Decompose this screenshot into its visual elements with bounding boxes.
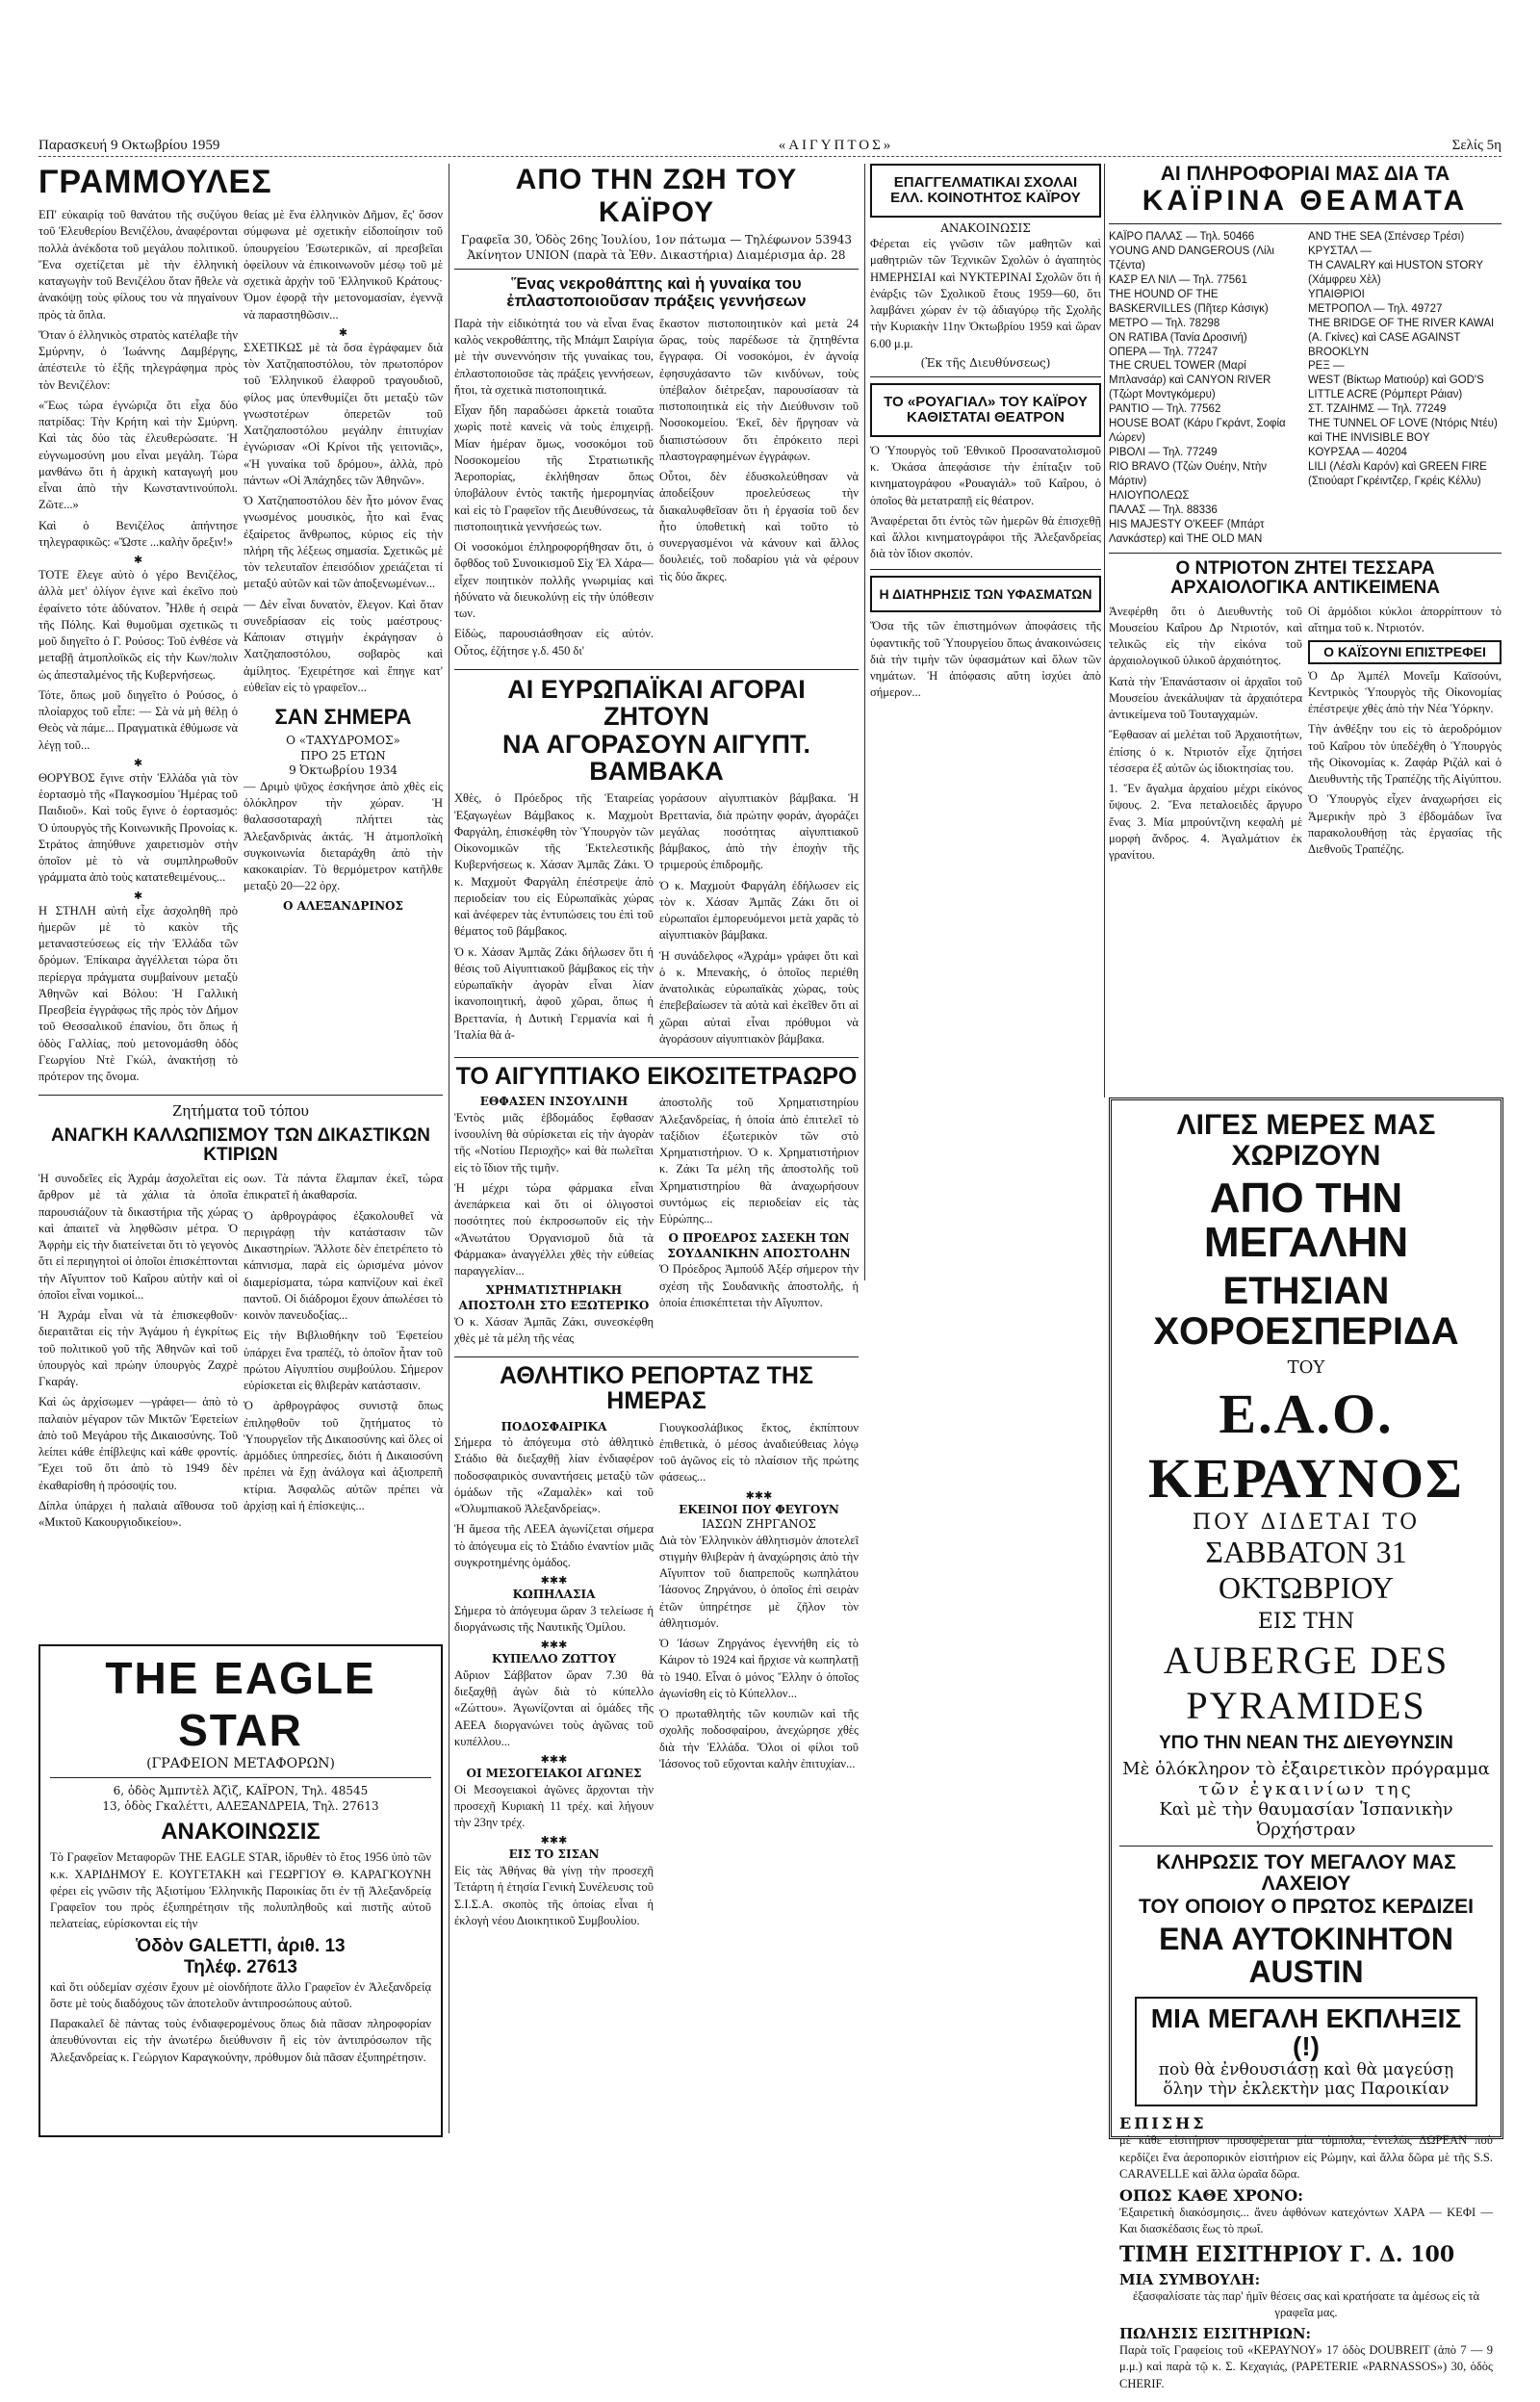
ad-paragraph: ἐξασφαλίσατε τὰς παρ' ἡμῖν θέσεις σας καὶ κρατήσατε τα ἀμέσως εἰς τὰ γραφεῖα μας.: [1132, 2288, 1480, 2319]
star-divider: ✱✱✱: [540, 1834, 568, 1847]
ad-paragraph: Ἐξαιρετικὴ διακόσμησις... ἄνευ ἀφθόνων κατεχόντων ΧΑΡΑ — ΚΕΦΙ — Και διασκέδασις ἕως τὸ πρωΐ.: [1119, 2206, 1493, 2236]
ad-paragraph: Παρακαλεῖ δὲ πάντας τοὺς ἐνδιαφερομένους ὅπως διὰ πᾶσαν πληροφορίαν ἀπευθύνονται εἰς τὴν ἀνωτέρω διεύθυνσιν ἢ εἰς τὸν ἀντιπρόσωπον τῆς Ἀλεξανδρείας κ. Γεώργιον Καραγκούνην, πρόθυμον διὰ πᾶσαν ἐξυπηρέτησιν.: [50, 2017, 431, 2064]
subheading: ΙΑΣΩΝ ΖΗΡΓΑΝΟΣ: [702, 1517, 816, 1532]
ad-line: ὅλην τὴν ἐκλεκτὴν μας Παροικίαν: [1163, 2079, 1450, 2100]
article-paragraph: Ὅσα τῆς τῶν ἐπιστημόνων ἀποφάσεις τῆς ὑφαντικῆς τοῦ Ὑπουργείου ὅπως ἀνακοινώσεις διὰ τὴν τιμὴν τῶν ὑφασμάτων καὶ ὅλων τῶν νημάτων. Ἡ ἀπόφασις αὕτη ἰσχύει ἀπὸ σήμερον...: [870, 619, 1101, 700]
article-paragraph: Χθὲς, ὁ Πρόεδρος τῆς Ἑταιρείας Ἐξαγωγέων Βάμβακος κ. Μαχμοὺτ Φαργάλη, ἐπισκέφθη τὸν Ὑπουργὸν τῶν Οἰκονομικῶν τῆς Ἐκτελεστικῆς Κυβερνήσεως κ. Χάσαν Ἀμπᾶς Ζάκι. Ὁ κ. Μαχμοὺτ Φαργάλη ἐπέστρεψε ἀπὸ περιοδείαν του εἰς Εὐρωπαϊκὰς χώρας καὶ ἀνέφερεν τὰς ἐντυπώσεις του ἐπὶ τοῦ θέματος τοῦ βάμβακος.: [454, 791, 654, 939]
article-paragraph: Ἡ ἄμεσα τῆς ΛΕΕΑ ἀγωνίζεται σήμερα τὸ ἀπόγευμα εἰς τὸ Στάδιο ἐναντίον μιᾶς συγκροτημένης ὁμάδος.: [454, 1522, 654, 1569]
ad-line: Μὲ ὁλόκληρον τὸ ἐξαιρετικὸν πρόγραμμα: [1122, 1759, 1490, 1780]
cinema-listing: WEST (Βίκτωρ Ματιούρ) καὶ GOD'S LITTLE ACRE (Ρόμπερτ Ράιαν): [1308, 375, 1484, 401]
signature: Ο ΑΛΕΞΑΝΔΡΙΝΟΣ: [283, 898, 403, 913]
cinema-listing: ΠΑΛΑΣ — Τηλ. 88336: [1109, 504, 1218, 516]
article-paragraph: Τὴν ἀνθέξην του εἰς τὸ ἀεροδρόμιον τοῦ Καΐρου τὸν ὑπεδέχθη ὁ Ὑπουργὸς τῆς Οἰκονομίας κ. Ζαφάρ Ριζάλ καὶ ὁ Διευθυντὴς τῆς Τραπέζης τῆς Αἰγύπτου.: [1308, 722, 1502, 787]
page-number: Σελίς 5η: [1451, 137, 1502, 153]
surprise-box: [1135, 1997, 1477, 2107]
ad-line: ΜΙΑ ΜΕΓΑΛΗ ΕΚΠΛΗΞΙΣ (!): [1150, 2002, 1462, 2062]
article-paragraph: Εἰς τὰς Ἀθήνας θὰ γίνῃ τὴν προσεχῆ Τετάρτη ἡ ἐτησία Γενικὴ Συνέλευσις τοῦ Σ.Ι.Σ.Α. σκοπὸς τῆς ὁποίας εἶναι ἡ ἐκλογὴ νέου Διοικητικοῦ Συμβουλίου.: [454, 1864, 654, 1927]
ad-line: ΛΙΓΕΣ ΜΕΡΕΣ ΜΑΣ ΧΩΡΙΖΟΥΝ: [1176, 1109, 1436, 1172]
column-rule: [1104, 164, 1105, 1098]
article-paragraph: ΣΧΕΤΙΚΩΣ μὲ τὰ ὅσα ἐγράφαμεν διὰ τὸν Χατζηαποστόλου, τὸν πρωτοπόρον τοῦ Ἑλληνικοῦ ἐλαφροῦ τραγουδιοῦ, φίλος μας ὑπενθυμίζει ὅτι μεταξὺ τῶν γνωστοτέρων ὀπερετῶν τοῦ Χατζηαποστόλου μεγάλην ἐπιτυχίαν ἐγνώρισαν «Οἱ Κρίνοι τῆς γειτονιᾶς», «Ἡ γυναίκα τοῦ δρόμου», ἀλλὰ, πρὸ πάντων «Οἱ Ἀπάχηδες τῶν Ἀθηνῶν».: [244, 340, 443, 487]
ad-line: ΕΤΗΣΙΑΝ ΧΟΡΟΕΣΠΕΡΙΔΑ: [1153, 1270, 1459, 1354]
article-paragraph: Αὔριον Σάββατον ὥραν 7.30 θὰ διεξαχθῇ ἀγὼν διὰ τὸ κύπελλο «Ζώττου». Ἀγωνίζονται αἱ ὁμάδες τῆς ΑΕΕΑ διοργανώνει τοὺς ἀγῶνας τοῦ κυπέλλου...: [454, 1667, 654, 1748]
ad-paragraph: Παρὰ τοῖς Γραφείοις τοῦ «ΚΕΡΑΥΝΟΥ» 17 ὁδὸς DOUBREIT (ἀπὸ 7 — 9 μ.μ.) καὶ παρὰ τῷ κ. Σ. Κεχαγιάς, (PAPETERIE «PARNASSOS») 30, ὁδὸς CHERIF.: [1119, 2343, 1493, 2390]
subheading: ΚΥΠΕΛΛΟ ΖΩΤΤΟΥ: [491, 1652, 617, 1666]
article-paragraph: Ὁ κ. Χάσαν Ἀμπᾶς Ζάκι δήλωσεν ὅτι ἡ θέσις τοῦ Αἰγυπτιακοῦ βάμβακος εἰς τὴν εὐρωπαϊκὴν ἀγορὰν εἶναι λίαν ἱκανοποιητική, ἀφοῦ χῶραι, ὅπως ἡ Βρεττανία, ἡ Δυτικὴ Γερμανία καὶ ἡ Ἰταλία θὰ ἀ-: [454, 944, 654, 1042]
cinema-listing: THE HOUND OF THE BASKERVILLES (Πῆτερ Κάσιγκ): [1109, 288, 1269, 315]
article-paragraph: Ὁ ἀρθρογράφος ἐξακολουθεῖ νὰ περιγράφῃ τὴν κατάστασιν τῶν Δικαστηρίων. Ἄλλοτε δὲν ἐπετρέπετο τὸ κάπνισμα, παρὰ εἰς ὡρισμένα μόνον διαμερίσματα, τώρα καπνίζουν καὶ ἐκεῖ παντοῦ. Οἱ διάδρομοι ἔχουν ἀπωλέσει τὸ κοινὸν πανευδοξίας...: [244, 1208, 443, 1323]
article-paragraph: Διὰ τὸν Ἑλληνικὸν ἀθλητισμὸν ἀποτελεῖ στιγμὴν θλιβερὰν ἡ ἀναχώρησις ἀπὸ τὴν Αἴγυπτον τοῦ διαπρεποῦς κωπηλάτου Ἰάσονος Ζηργάνου, ὁ ὁποῖος ἐπὶ σειρὰν ἐτῶν ὑπηρέτησε μὲ ζῆλον τὸν ἀθλητισμόν.: [659, 1533, 859, 1630]
section-title: ΑΠΟ ΤΗΝ ΖΩΗ ΤΟΥ ΚΑΪΡΟΥ: [515, 164, 798, 228]
divider: [1119, 1846, 1493, 1847]
article-paragraph: Ἔφθασαν αἱ μελέται τοῦ Ἀρχαιοτήτων, ἐπίσης ὁ κ. Ντριοτόν εἶχε ζητήσει τέσσερα ἐξ αὐτῶν ὡς ἰδιοκτησίας του.: [1109, 728, 1302, 775]
issue-date: Παρασκευή 9 Οκτωβρίου 1959: [38, 137, 220, 153]
article-paragraph: Εἰδὼς, παρουσιάσθησαν εἰς αὐτόν. Οὗτος, ἐζήτησε γ.δ. 450 δι': [454, 627, 654, 658]
article-paragraph: Φέρεται εἰς γνῶσιν τῶν μαθητῶν καὶ μαθητριῶν τῶν Τεχνικῶν Σχολῶν ὁ ἀγαπητὸς ΗΜΕΡΗΣΙΑΙ καὶ ΝΥΚΤΕΡΙΝΑΙ Σχολῶν ὅτι ἡ ἐνάρξις τῶν Σχολικοῦ ἔτους 1959—60, ὅτι λαμβάνει χώραν ἐν τῷ ἀδιαγύρῳ τῆς Σχολῆς τὴν Κυριακὴν 11ην Ὀκτωβρίου 1959 καὶ ὥραν 6.00 μ.μ.: [870, 237, 1101, 350]
masthead: [38, 135, 1502, 157]
article-paragraph: Ὁ Ὑπουργὸς τοῦ Ἐθνικοῦ Προσανατολισμοῦ κ. Ὀκάσα ἀπεφάσισε τὴν ἐπίταξιν τοῦ κινηματογράφου «Ρουαγιάλ» τοῦ Καΐρου, ὁ ὁποῖος θὰ μετατραπῇ εἰς θέατρον.: [870, 443, 1101, 507]
ad-announcement-heading: ΑΝΑΚΟΙΝΩΣΙΣ: [161, 1819, 321, 1846]
divider: [870, 569, 1101, 570]
headline-line: ΝΑ ΑΓΟΡΑΣΟΥΝ ΑΙΓΥΠΤ. ΒΑΜΒΑΚΑ: [502, 729, 810, 786]
article-headline: ΤΟ ΑΙΓΥΠΤΙΑΚΟ ΕΙΚΟΣΙΤΕΤΡΑΩΡΟ: [455, 1063, 858, 1090]
article-paragraph: Γιουγκοσλάβικος ἕκτος, ἐκπίπτουν ἐπιθετικὰ, ὁ μέσος ἀναδιεύθειας λόγῳ τοῦ ἀγῶνος εἰς τὸ πλαίσιον τῆς πρώτης φάσεως...: [659, 1420, 859, 1485]
office-address: Γραφεῖα 30, Ὁδὸς 26ης Ἰουλίου, 1ον πάτωμα — Τηλέφωνον 53943: [460, 233, 853, 246]
article-paragraph: Εἶχαν ἤδη παραδώσει ἀρκετὰ τοιαῦτα χωρὶς ποτὲ κανεὶς νὰ τοὺς ἐπιχειρῇ. Μίαν ἡμέραν ὅμως, νοσοκόμοι τοῦ Νοσοκομείου τῆς Στρατιωτικῆς Ἀεροπορίας, ἐκλήθησαν ὅπως ὑποβάλουν ἐντὸς τακτῆς ἡμερομηνίας καὶ εἰς τὸ Γραφεῖον τῆς Διευθύνσεως, τὰ πιστοποιητικὰ γεννήσεώς των.: [454, 403, 654, 533]
cinema-listing: ΥΠΑΙΘΡΙΟΙ: [1308, 288, 1365, 300]
ad-brand: THE EAGLE STAR: [105, 1653, 376, 1755]
san-simera-heading: ΣΑΝ ΣΗΜΕΡΑ: [274, 705, 412, 729]
ad-paragraph: μὲ κάθε εἰσιτήριον προσφέρεται μία τόμπολα, ἐντελῶς ΔΩΡΕΑΝ ποὺ κερδίζει ἕνα ἀεροπορικὸν εἰσιτήριον εἰς Ρώμην, καὶ ἄλλα δῶρα μὲ τῆς S.S. CARAVELLE καὶ ἄλλα ὡραῖα δῶρα.: [1119, 2133, 1493, 2181]
cinema-listing: LILI (Λέσλι Καρόν) καὶ GREEN FIRE (Στιούαρτ Γκρέιντζερ, Γκρέις Κέλλυ): [1308, 461, 1487, 487]
ad-line: ΜΙΑ ΣΥΜΒΟΥΛΗ:: [1119, 2270, 1261, 2288]
listings-title-large: ΚΑΪΡΙΝΑ ΘΕΑΜΑΤΑ: [1142, 185, 1469, 218]
article-headline: Ο ΚΑΪΣΟΥΝΙ ΕΠΙΣΤΡΕΦΕΙ: [1323, 644, 1486, 660]
article-paragraph: Ὁ Ἰάσων Ζηργάνος ἐγεννήθη εἰς τὸ Κάιρον τὸ 1924 καὶ ἤρχισε νὰ κωπηλατῇ τὸ 1940. Εἶναι ὁ μόνος Ἕλλην ὁ ὁποῖος ἀγωνίσθη εἰς τὸ Κύπελλον...: [659, 1637, 859, 1700]
divider: [454, 1356, 859, 1357]
ticket-price: ΤΙΜΗ ΕΙΣΙΤΗΡΙΟΥ Γ. Δ. 100: [1119, 2241, 1455, 2267]
article-paragraph: Ἀνεφέρθη ὅτι ὁ Διευθυντὴς τοῦ Μουσείου Καΐρου Δρ Ντριοτόν, καὶ τελικῶς εἰς τὴν εἰκόνα τοῦ ἀρχαιολογικοῦ ὑλικοῦ ἀρχαιότητος.: [1109, 604, 1302, 668]
subheading: ΧΡΗΜΑΤΙΣΤΗΡΙΑΚΗ ΑΠΟΣΤΟΛΗ ΣΤΟ ΕΞΩΤΕΡΙΚΟ: [458, 1283, 650, 1312]
divider: [50, 1777, 431, 1778]
article-paragraph: Ὁ Πρόεδρος Ἀμπούδ Ἀξέρ σήμερον τὴν σχέση τῆς Σουδανικῆς ἀποστολῆς, ἡ ὁποία ἐπισκέπτεται τὴν Αἴγυπτον.: [659, 1262, 859, 1309]
club-name: Ε.Α.Ο. ΚΕΡΑΥΝΟΣ: [1148, 1382, 1464, 1511]
ad-line: Καὶ μὲ τὴν θαυμασίαν Ἱσπανικὴν Ὀρχήστραν: [1159, 1799, 1453, 1841]
cinema-listing: TH CAVALRY καὶ HUSTON STORY (Χάμφρευ Χὲλ): [1308, 259, 1483, 286]
cinema-listing: THE TUNNEL OF LOVE (Ντόρις Ντέυ) καὶ THE INVISIBLE BOY: [1308, 418, 1498, 445]
divider: [1109, 553, 1502, 554]
ad-subtitle: (ΓΡΑΦΕΙΟΝ ΜΕΤΑΦΟΡΩΝ): [146, 1756, 335, 1771]
article-paragraph: οων. Τὰ πάντα ἔλαμπαν ἐκεῖ, τώρα ἐπικρατεῖ ἡ ἀκαθαρσία.: [244, 1172, 443, 1202]
keravnos-dance-advertisement: [1109, 1098, 1503, 2390]
star-divider: ✱: [133, 554, 143, 566]
article-headline: Ἕνας νεκροθάπτης καὶ ἡ γυναίκα του ἐπλαστοποιοῦσαν πράξεις γεννήσεων: [506, 274, 807, 311]
article-paragraph: Ὁ Ὑπουργὸς εἶχεν ἀναχωρήσει εἰς Ἀμερικὴν πρὸ 3 ἐβδομάδων ἵνα παρακολουθήσῃ τὰς ἐργασίας τῆς Διεθνοῦς Τραπέζης.: [1308, 792, 1502, 857]
newspaper-page: [38, 135, 1502, 2390]
prize-line: ΕΝΑ ΑΥΤΟΚΙΝΗΤΟΝ AUSTIN: [1159, 1922, 1453, 1990]
article-paragraph: — Δριμὺ ψῦχος ἐσκήνησε ἀπὸ χθὲς εἰς ὁλόκληρον τὴν χώραν. Ἡ θαλασσοταραχὴ πλήττει τὰς Ἀλεξανδρινὰς ἀκτάς. Ἡ ἀτμοπλοϊκὴ συγκοινωνία διεταράχθη ἀπὸ τὴν κακοκαιρίαν. Τὸ θερμόμετρον κατῆλθε μεταξὺ 20—22 ὀρχ.: [244, 779, 443, 893]
star-divider: ✱: [133, 756, 143, 769]
cinema-listing: HOUSE BOAT (Κάρυ Γκράντ, Σοφία Λώρεν): [1109, 418, 1286, 445]
cinema-listing: ΟΠΕΡΑ — Τηλ. 77247: [1109, 346, 1219, 358]
ad-address: 6, ὁδὸς Ἀμπντὲλ Ἀζὶζ, ΚΑΪΡΟΝ, Τηλ. 48545: [113, 1784, 369, 1797]
article-paragraph: Καὶ ὁ Βενιζέλος ἀπήντησε τηλεγραφικῶς: «Ὥστε ...καλὴν ὄρεξιν!»: [38, 518, 238, 549]
san-simera-source: Ο «ΤΑΧΥΔΡΟΜΟΣ»: [286, 734, 400, 748]
ad-line: τῶν ἐγκαινίων της: [1198, 1779, 1414, 1800]
ad-line: ΤΟΥ ΟΠΟΙΟΥ Ο ΠΡΩΤΟΣ ΚΕΡΔΙΖΕΙ: [1139, 1896, 1474, 1919]
cinema-listing: RIO BRAVO (Τζὼν Ουέην, Ντὴν Μάρτιν): [1109, 461, 1267, 487]
article-paragraph: ἀποστολῆς τοῦ Χρηματιστηρίου Ἀλεξανδρείας, ἡ ὁποία ἀπὸ ἐπιτελεῖ τὸ ταξίδιον ἐξωτερικὸν τῶν στὸ Χρηματιστήριον. Ὁ κ. Χρηματιστήριον κ. Ζάκι Τα μέλη τῆς ἀποστολῆς τοῦ Χρηματιστηρίου θὰ ἀναχωρήσουν συντόμως εἰς περιοδείαν εἰς τὰς Εὐρώπης...: [659, 1096, 859, 1226]
ad-line: ποὺ θὰ ἐνθουσιάσῃ καὶ θὰ μαγεύσῃ: [1158, 2060, 1454, 2080]
article-paragraph: Ὁ πρωταθλητὴς τῶν κουπιῶν καὶ τῆς σχολῆς ποδοσφαίρου, ἀνεχώρησε χθὲς διὰ τὴν Ἑλλάδα. Ὅλοι οἱ φίλοι τοῦ Ἰάσονος τοῦ εὔχονται καλὴν ἐπιτυχίαν...: [659, 1707, 859, 1770]
star-divider: ✱✱✱: [540, 1639, 568, 1652]
article-paragraph: Οἱ νοσοκόμοι ἐπληροφορήθησαν ὅτι, ὁ ὄφθδος τοῦ Συνοικισμοῦ Σὶχ Ἐλ Χάρα— εἶχεν ποιητικὸν πολλῆς γνωριμίας καὶ ἠδύνατο νὰ διευκολύνῃ εἰς τὴν ὑπόθεσιν των.: [454, 540, 654, 621]
ad-telephone: Τηλέφ. 27613: [184, 1956, 297, 1977]
cinema-listing: ΚΑΪΡΟ ΠΑΛΑΣ — Τηλ. 50466: [1109, 231, 1255, 244]
article-paragraph: Σήμερα τὸ ἀπόγευμα ὥραν 3 τελείωσε ἡ διοργάνωσις τῆς Ναυτικῆς Ὁμίλου.: [454, 1603, 654, 1634]
article-paragraph: Η ΣΤΗΛΗ αὐτὴ εἶχε ἀσχοληθῆ πρὸ ἡμερῶν μὲ τὸ κακὸν τῆς μεταναστεύσεως εἰς τὴν Ἑλλάδα τῶν δρόμων. Ἐπίκαιρα ἀγγέλλεται τώρα ὅτι περίεργα πράγματα συμβαίνουν μεταξὺ Ἀθηνῶν καὶ Βόλου: Ἡ Γαλλικὴ Πρεσβεία ἐγγράφως τῆς πρὸς τὸν Δήμον τοῦ Θεσσαλικοῦ ἐπανίου, ὅτι ὅπως ἡ ὁδὸς Γαλλίας, ποὺ μετονομάσθη ὁδὸς Γεωργίου Ντὲ Γκώλ, ἀνακτήσῃ τὸ πρότερον της ὄνομα.: [38, 903, 238, 1083]
grammoules-section: [38, 164, 443, 1637]
article-paragraph: «Ἕως τώρα ἐγνώριζα ὅτι εἶχα δύο πατρίδας: Τὴν Κρήτη καὶ τὴν Σμύρνη. Καὶ τὰς δύο τὰς ἐλευθερώσατε. Ἡ εὐγνωμοσύνη μου εἶναι μεγάλη. Τώρα μανθάνω ὅτι ἡ ἀρχικὴ καταγωγή μου εἶναι ἀπὸ τὴν Κωνσταντινούπολι. Ζῶτε...»: [38, 398, 238, 512]
cinema-listing: ΚΑΣΡ ΕΛ ΝΙΛ — Τηλ. 77561: [1109, 273, 1247, 286]
cinema-listing: THE BRIDGE OF THE RIVER KAWAI (Α. Γκίνες) καὶ CASE AGAINST BROOKLYN: [1308, 317, 1495, 358]
article-paragraph: ΘΟΡΥΒΟΣ ἔγινε στὴν Ἑλλάδα γιὰ τὸν ἑορτασμὸ τῆς «Παγκοσμίου Ἡμέρας τοῦ Παιδιοῦ». Καὶ τοῦς ἔγινε ὁ ἑορτασμός: Ὁ ὑπουργὸς τῆς Κοινωνικῆς Προνοίας κ. Στράτος ἀπηύθυνε χαιρετισμὸν στὴν ὁποῖον μὲ τὸ νὰ συμπληρωθοῦν γράμματα ἀπὸ τοὺς κατατεθειμένους...: [38, 770, 238, 885]
article-paragraph: Οἱ ἁρμόδιοι κύκλοι ἀπορρίπτουν τὸ αἴτημα τοῦ κ. Ντριοτόν.: [1308, 604, 1502, 634]
star-divider: ✱✱✱: [745, 1488, 773, 1502]
ad-line: ΑΠΟ ΤΗΝ ΜΕΓΑΛΗΝ: [1203, 1175, 1409, 1267]
subheading: ΚΩΠΗΛΑΣΙΑ: [512, 1588, 596, 1602]
cinema-listings-section: [1109, 164, 1502, 1088]
ad-line: ΚΛΗΡΩΣΙΣ ΤΟΥ ΜΕΓΑΛΟΥ ΜΑΣ ΛΑΧΕΙΟΥ: [1156, 1851, 1456, 1896]
cinema-listing: ΣΤ. ΤΖΑΙΗΜΣ — Τηλ. 77249: [1308, 403, 1447, 416]
ad-line: ΠΟΥ ΔΙΔΕΤΑΙ ΤΟ: [1192, 1511, 1421, 1536]
subheading: ΕΘΦΑΣΕΝ ΙΝΣΟΥΛΙΝΗ: [479, 1095, 629, 1109]
cinema-listing: YOUNG AND DANGEROUS (Λίλι Τζέντα): [1109, 245, 1274, 271]
article-paragraph: Ἀναφέρεται ὅτι ἐντὸς τῶν ἡμερῶν θὰ ἐπισχεθῇ καὶ ἄλλοι κινηματογράφοι τῆς Ἀλεξανδρείας διὰ τὸν ἴδιον σκοπόν.: [870, 513, 1101, 561]
subheading: ΑΝΑΚΟΙΝΩΣΙΣ: [940, 220, 1031, 235]
ad-address: 13, ὁδὸς Γκαλέττι, ΑΛΕΞΑΝΔΡΕΙΑ, Τηλ. 27613: [102, 1798, 379, 1813]
headline-line: ΑΙ ΕΥΡΩΠΑΪΚΑΙ ΑΓΟΡΑΙ ΖΗΤΟΥΝ: [507, 674, 806, 732]
cinema-listing: HIS MAJESTY O'KEEF (Μπάρτ Λανκάστερ) καὶ THE OLD MAN: [1109, 518, 1265, 545]
section-label: Ζητήματα τοῦ τόπου: [172, 1101, 309, 1121]
cinema-listings: [1109, 230, 1502, 547]
ad-line: ΠΩΛΗΣΙΣ ΕΙΣΙΤΗΡΙΩΝ:: [1119, 2325, 1312, 2343]
cinema-listing: ΡΑΝΤΙΟ — Τηλ. 77562: [1109, 403, 1221, 416]
cinema-listing: ΚΡΥΣΤΑΛ —: [1308, 245, 1372, 257]
article-paragraph: 1. Ἕν ἄγαλμα ἀρχαίου μέχρι εἰκόνος ὕψους. 2. Ἕνα πεταλοειδὲς ἄργυρο ἔνας 3. Μία μπρούντζινη κεφαλὴ μὲ μορφὴ ἄνδρος. 4. Ἀγαλμάτιον ἐκ γρανίτου.: [1109, 782, 1302, 863]
divider: [870, 376, 1101, 377]
column-rule: [864, 164, 865, 1280]
article-paragraph: Ὁ ἀρθρογράφος συνιστᾷ ὅπως ἐπιληφθοῦν τοῦ ζητήματος τὸ Ὑπουργεῖον τῆς Δικαιοσύνης καὶ ὅλες οἱ ἁρμόδιες ὑπηρεσίες, διότι ἡ Δικαιοσύνη πρέπει νὰ ἔχῃ ἀνάλογα καὶ ἀξιοπρεπῆ κτίρια. Ἀσφαλῶς αὐτῶν πρέπει νὰ ἀρχίσῃ καὶ ἡ ἐπίσκεψις...: [244, 1399, 443, 1512]
ad-paragraph: Τὸ Γραφεῖον Μεταφορῶν THE EAGLE STAR, ἱδρυθὲν τὸ ἔτος 1956 ὑπὸ τῶν κ.κ. ΧΑΡΙΔΗΜΟΥ Ε. ΚΟΥΓΕΤΑΚΗ καὶ ΓΕΩΡΓΙΟΥ Θ. ΚΑΡΑΓΚΟΥΝΗ φέρει εἰς γνῶσιν τῆς Ἀξιοτίμου Ἑλληνικῆς Παροικίας ὅτι ἐν τῇ Ἀλεξανδρείᾳ Γραφεῖον του πρὸς ἐξυπηρέτησιν τῆς πολυπληθοῦς καὶ πιστῆς αὐτοῦ πελατείας, εὑρίσκονται εἰς τὴν: [50, 1850, 431, 1931]
subheading: Ο ΠΡΟΕΔΡΟΣ ΣΑΣΕΚΗ ΤΩΝ ΣΟΥΔΑΝΙΚΗΝ ΑΠΟΣΤΟΛΗΝ: [667, 1231, 851, 1260]
divider: [454, 269, 859, 270]
cinema-listing: ΡΕΞ —: [1308, 360, 1345, 373]
ad-line: ΤΟΥ: [1287, 1357, 1325, 1379]
ad-paragraph: καὶ ὅτι οὐδεμίαν σχέσιν ἔχουν μὲ οἱονδήποτε ἄλλο Γραφεῖον ἐν Ἀλεξανδρείᾳ ὅστε μὲ τοὺς διαδόχους τῶν ἀποτελοῦν ἀντιπροσώπους αὐτοῦ.: [50, 1979, 431, 2010]
article-headline: ΑΘΛΗΤΙΚΟ ΡΕΠΟΡΤΑΖ ΤΗΣ ΗΜΕΡΑΣ: [500, 1362, 813, 1415]
venue-name: AUBERGE DES PYRAMIDES: [1163, 1639, 1450, 1728]
cinema-listing: THE CRUEL TOWER (Μαρί Μπλανσάρ) καὶ CANYON RIVER (Τζώρτ Μοντγκόμερυ): [1109, 360, 1271, 401]
cinema-listing: ΜΕΤΡΟ — Τηλ. 78298: [1109, 317, 1220, 329]
article-paragraph: Κατὰ τὴν Ἐπανάστασιν οἱ ἀρχαῖοι τοῦ Μουσείου ἀνεκάλυψαν τὰ ἀρχαιότερα ἀντικείμενα τοῦ Τουταγχαμών.: [1109, 674, 1302, 722]
cinema-listing: ΚΟΥΡΣΑΑ — 40204: [1308, 447, 1407, 459]
article-paragraph: Ὅταν ὁ ἑλληνικὸς στρατὸς κατέλαβε τὴν Σμύρνην, ὁ Ἰωάννης Δαμβέργης, ἀπέστειλε τὸ ἑξῆς τηλεγράφημα πρὸς τὸν Βενιζέλον:: [38, 327, 238, 392]
divider: [1109, 223, 1502, 224]
divider: [454, 669, 859, 670]
listings-title: ΑΙ ΠΛΗΡΟΦΟΡΙΑΙ ΜΑΣ ΔΙΑ ΤΑ: [1160, 164, 1450, 185]
article-paragraph: Ὁ Δρ Ἀμπέλ Μονεΐμ Καϊσούνι, Κεντρικὸς Ὑπουργὸς τῆς Οἰκονομίας ἐπέστρεψε χθὲς ἀπὸ τὴν Νέα Ὑόρκην.: [1308, 668, 1502, 716]
headline-box: [1308, 640, 1502, 664]
divider: [38, 1095, 443, 1096]
article-headline: Ο ΝΤΡΙΟΤΟΝ ΖΗΤΕΙ ΤΕΣΣΑΡΑ ΑΡΧΑΙΟΛΟΓΙΚΑ ΑΝΤΙΚΕΙΜΕΝΑ: [1170, 557, 1440, 598]
article-paragraph: ΤΟΤΕ ἔλεγε αὐτὸ ὁ γέρο Βενιζέλος, ἀλλὰ μετ' ὀλίγον ἐγινε καὶ ἐκεῖνο ποὺ ἐφαίνετο τότε ἀδύνατον. Ἦλθε ἡ σειρὰ τῆς Πόλης. Καὶ θυμοῦμαι σχετικῶς τι μοῦ διηγεῖτο ὁ Γ. Ρούσος: Τοῦ ἐνθέσε νὰ μεταβῇ ἀτμοπλοϊκῶς εἰς τὴν Κων/πολιν ὡς ἀπεσταλμένος τῆς Κυβερνήσεως.: [38, 568, 238, 682]
article-paragraph: Ἐντὸς μιᾶς ἑβδομάδος ἔφθασαν ἰνσουλίνη θὰ σὐρίσκεται εἰς τὴν ἀγορὰν τῆς «Νοτίου Περιοχῆς» καὶ θὰ πωλεῖται εἰς τὸ ἴδιον τῆς τιμῆν.: [454, 1110, 654, 1175]
ad-line: ΕΙΣ ΤΗΝ: [1257, 1610, 1355, 1635]
divider: [454, 1057, 859, 1058]
subheading: ΠΟΔΟΣΦΑΙΡΙΚΑ: [500, 1419, 607, 1433]
ad-line: ΥΠΟ ΤΗΝ ΝΕΑΝ ΤΗΣ ΔΙΕΥΘΥΝΣΙΝ: [1159, 1733, 1453, 1754]
subheading: ΟΙ ΜΕΣΟΓΕΙΑΚΟΙ ΑΓΩΝΕΣ: [466, 1767, 642, 1781]
headline-box: [870, 576, 1101, 613]
article-paragraph: Δίπλα ὑπάρχει ἡ παλαιὰ αἴθουσα τοῦ «Μικτοῦ Κακουργιοδικείου».: [38, 1498, 238, 1530]
headline-box: [870, 383, 1101, 437]
article-headline: ΤΟ «ΡΟΥΑΓΙΑΛ» ΤΟΥ ΚΑΪΡΟΥ ΚΑΘΙΣΤΑΤΑΙ ΘΕΑΤΡΟΝ: [884, 394, 1088, 426]
san-simera-date: 9 Ὀκτωβρίου 1934: [289, 763, 398, 778]
article-paragraph: — Δὲν εἶναι δυνατὸν, ἔλεγον. Καὶ ὅταν συνεδρίασαν εἰς τοὺς μαέστρους· Κάποιαν στιγμὴν ἐκράγησαν ὁ Χατζηαποστόλου, σοβαρὸς καὶ ἀμίλητος. Ἐχειρέτησε καὶ ἔπηγε κατ' εὐθεῖαν εἰς τὸ γραφεῖον...: [244, 597, 443, 694]
star-divider: ✱: [338, 325, 348, 339]
san-simera-years: ΠΡΟ 25 ΕΤΩΝ: [300, 748, 386, 762]
subheading: ΕΙΣ ΤΟ ΣΙΣΑΝ: [508, 1847, 600, 1862]
eagle-star-advertisement: [38, 1644, 443, 2137]
star-divider: ✱: [133, 889, 143, 902]
article-paragraph: Ἡ συνάδελφος «Ἀχράμ» γράφει ὅτι καὶ ὁ κ. Μπενακὴς, ὁ ὁποῖος περιέθη ἀνατολικὰς εὐρωπαϊκὰς χώρας, τοὺς ἐπεβεβαίωσεν τὰ αὐτὰ καὶ ἐκεῖθεν ὅτι αἱ χῶραι αὐταὶ εἶναι πρόθυμοι νὰ ἀγοράσουν αἰγυπτιακὸν βάμβακα.: [659, 948, 859, 1046]
article-paragraph: Ὁ Χατζηαποστόλου δὲν ἦτο μόνον ἕνας γνωσμένος μουσικὸς, ἦτο καὶ ἕνας ἐξαίρετος ἄνθρωπος, κύριος εἰς τὴν πλήρη τῆς λέξεως σημασία. Σχετικῶς μὲ τὸν τελευταῖον ἐπεισόδιον χρειάζεται τί μεταξύ αὐτῶν καὶ τῶν ἀποξενωμένων...: [244, 494, 443, 591]
ad-street: Ὁδὸν GALETTI, ἀριθ. 13: [136, 1935, 346, 1956]
notice-signature: (Ἐκ τῆς Διευθύνσεως): [920, 355, 1051, 370]
article-paragraph: Ἡ μέχρι τώρα φάρμακα εἶναι ἀνεπάρκεια καὶ ὅτι οἱ ὀλιγοστοὶ ποσότητες ποὺ ἐκπροσωποῦν εἰς τὴν «Ἀνωτάτου Ὀργανισμοῦ διὰ τὰ Φάρμακα» ἀναγγέλλει χθὲς τὴν εὐθείας παραγγελίαν...: [454, 1180, 654, 1278]
article-headline: Η ΔΙΑΤΗΡΗΣΙΣ ΤΩΝ ΥΦΑΣΜΑΤΩΝ: [879, 585, 1092, 602]
article-headline: [454, 676, 859, 785]
star-divider: ✱✱✱: [540, 1574, 568, 1588]
section-title: ΓΡΑΜΜΟΥΛΕΣ: [38, 164, 272, 200]
event-date: ΣΑΒΒΑΤΟΝ 31 ΟΚΤΩΒΡΙΟΥ: [1205, 1535, 1407, 1606]
article-paragraph: Σήμερα τὸ ἀπόγευμα στὸ ἀθλητικὸ Στάδιο θὰ διεξαχθῇ λίαν ἐνδιαφέρον ποδοσφαιρικὸς συναντήσεις μεταξὺ τῶν ὁμάδων τῆς «Ζαμαλὲκ» καὶ τοῦ «Ὀλυμπιακοῦ Ἀλεξανδρείας».: [454, 1435, 654, 1516]
article-paragraph: θείας μὲ ἕνα ἑλληνικὸν Δῆμον, ἔς' ὅσον σύμφωνα μὲ σχετικὴν εἰδοποίησιν τοῦ ὑπουργείου Ἐσωτερικῶν, αἱ πρεσβεῖαι ὀφείλουν νὰ ἐπικοινωνοῦν μέσῳ τοῦ μὲ σχετικὰ ἀρχὴν τοῦ Ἑλληνικοῦ Κράτους· Ὁμον ἐφορᾷ τὴν μετονομασίαν, ἐγεννᾷ νὰ παραστηθῶσιν...: [244, 208, 443, 322]
star-divider: ✱✱✱: [540, 1753, 568, 1767]
narrow-news-column: [870, 164, 1101, 1088]
article-paragraph: Ὁ κ. Χάσαν Ἀμπᾶς Ζάκι, συνεσκέφθη χθὲς μὲ τὰ μέλη τῆς νέας: [454, 1314, 654, 1345]
ad-line: ΟΠΩΣ ΚΑΘΕ ΧΡΟΝΟ:: [1119, 2186, 1304, 2206]
notice-headline: ΕΠΑΓΓΕΛΜΑΤΙΚΑΙ ΣΧΟΛΑΙ ΕΛΛ. ΚΟΙΝΟΤΗΤΟΣ ΚΑΪΡΟΥ: [890, 174, 1081, 206]
article-paragraph: Ἡ Ἀχράμ εἶναι νὰ τὰ ἐπισκεφθοῦν· διεραιτᾶται εἰς τὴν Ἀγάμου ἡ ἐγκρίτως τοῦ πολιτικοῦ γοῦ τῆς Ἀθηνῶν καὶ τοῦ ὑπουργὸς καὶ πρώην ὑπουργὸς Ζαχρὲ Γκαράγ.: [38, 1308, 238, 1389]
article-paragraph: Ἡ συνοδεῖες εἰς Ἀχράμ ἀσχολεῖται εἰς ἄρθρον μὲ τὰ χάλια τὰ ὁποῖα παρουσιάζουν τὰ δικαστήρια τῆς χώρας καὶ ἀπαιτεῖ νὰ ληφθῶσιν μέτρα. Ὁ Ἀφρὴμ εἰς τὴν διατείνεται ὅτι τὸ γεγονὸς ὅτι εἰ περιηγητοὶ οἱ ὁποῖοι ἐπισκέπτονται τὴν Αἴγυπτον τοῦ Καΐρου αὐτὴν καὶ οἱ ὁποῖοι εἶναι νομικοί...: [38, 1172, 238, 1302]
newspaper-name: «ΑΙΓΥΠΤΟΣ»: [778, 137, 894, 153]
cinema-listing: AND THE SEA (Σπένσερ Τρέσι): [1308, 231, 1465, 244]
cinema-listing: ΗΛΙΟΥΠΟΛΕΩΣ: [1109, 489, 1190, 502]
office-address: Ἀκίνητον UNION (παρὰ τὰ Ἐθν. Δικαστήρια) Διαμέρισμα ἀρ. 28: [467, 247, 846, 262]
article-paragraph: Οἱ Μεσογειακοὶ ἀγῶνες ἄρχονται τὴν προσεχῆ Κυριακὴ 11 τρέχ. καὶ λήγουν τὴν 23ην τρέχ.: [454, 1782, 654, 1830]
article-paragraph: Εἰς τὴν Βιβλιοθήκην τοῦ Ἐφετείου ὑπάρχει ἕνα τραπέζι, τὸ ὁποῖον ἦταν τοῦ πρώτου Αἰγυπτίου συμβούλου. Σήμερον εὑρίσκεται εἰς θλιβερὰν κατάστασιν.: [244, 1329, 443, 1393]
article-paragraph: Ὁ κ. Μαχμοὺτ Φαργάλη ἐδήλωσεν εἰς τὸν κ. Χάσαν Ἀμπᾶς Ζάκι ὅτι οἱ εὐρωπαϊοι ἐμπορευόμενοι μετὰ χαρᾶς τὸ αἰγυπτιακὸν βάμβακα.: [659, 878, 859, 943]
article-paragraph: Καὶ ὡς ἀρχίσωμεν —γράφει— ἀπὸ τὸ παλαιὸν μέγαρον τῶν Μικτῶν Ἐφετείων ἀπὸ τοῦ Μεγάρου τῆς Δικαιοσύνης. Τοῦ λείπει κάθε ἐπίβλεψις καὶ κάθε φροντίς. Ἔχει τοῦ ὅτι ἀπὸ τὸ 1949 δὲν ἐκαθαρίσθη ἡ πρόσοψίς του.: [38, 1395, 238, 1492]
article-paragraph: Οὗτοι, δὲν ἐδυσκολεύθησαν νὰ ἀποδείξουν προελεύσεως τὴν διακαλυφθεῖσαν ὅτι ἡ ἐργασία τοῦ δεν ἦτο ὑποθετικὴ καὶ τοῦτο τὸ συνεργασμένοι νὰ κάνουν καὶ ἄλλος δουλειές, τοῦ ποδαρίου γιὰ νὰ φέρουν τὶς δύο ἄκρες.: [659, 470, 859, 583]
article-paragraph: Τότε, ὅπως μοῦ διηγεῖτο ὁ Ρούσος, ὁ πλοίαρχος τοῦ εἶπε: — Σὰ νὰ μὴ θέλῃ ὁ Θεὸς νὰ πάμε... Πραγματικὰ ἐθύμωσε νὰ λέγῃ τοῦ...: [38, 687, 238, 752]
subheading: ΕΚΕΙΝΟΙ ΠΟΥ ΦΕΥΓΟΥΝ: [679, 1502, 839, 1516]
article-paragraph: γοράσουν αἰγυπτιακὸν βάμβακα. Ἡ Βρεττανία, διὰ πρώτην φοράν, ἀγοράζει μεγάλας ποσότητας αἰγυπτιακοῦ βάμβακος, ἀπὸ τὴν ἐποχὴν τῆς τριμερούς ἐπιδρομῆς.: [659, 791, 859, 872]
cinema-listing: ΜΕΤΡΟΠΟΛ — Τηλ. 49727: [1308, 302, 1443, 315]
article-paragraph: ΕΠ' εὐκαιρίᾳ τοῦ θανάτου τῆς συζύγου τοῦ Ἐλευθερίου Βενιζέλου, ἀναφέρονται πολλὰ ἀνέκδοτα τοῦ μεγάλου πολιτικοῦ. Ἕνα σχετίζεται μὲ τὴν ἑλληνικὴ καταγωγὴν τοῦ Βενιζέλου ὅταν ἤθελε νὰ ἀνακόψῃ τοὺς φίλους του νὰ πηγαίνουν πρὸς τὰ ὅπλα.: [38, 208, 238, 322]
notice-box: [870, 164, 1101, 218]
article-headline: ΑΝΑΓΚΗ ΚΑΛΛΩΠΙΣΜΟΥ ΤΩΝ ΔΙΚΑΣΤΙΚΩΝ ΚΤΙΡΙΩΝ: [51, 1125, 430, 1166]
cinema-listing: ΡΙΒΟΛΙ — Τηλ. 77249: [1109, 447, 1218, 459]
cinema-listing: ON RATIBA (Τανία Δροσινή): [1109, 331, 1247, 344]
article-paragraph: ἕκαστον πιστοποιητικὸν καὶ μετὰ 24 ὥρας, τοὺς παρέδωσε τὰ ζητηθέντα ἔγγραφα. Οἱ νοσοκόμοι, ἐν ἀγνοίᾳ ἐφησυχάσαντο τῶν κινδύνων, τοὺς ὑπέβαλον διέτρεξαν, παρουσίασαν τὰ πιστοποιητικὰ εἰς τὴν Διεύθυνσιν τοῦ Νοσοκομείου. Ἐκεῖ, δὲν ἤργησαν νὰ διαπιστώσουν ὅτι ἐπρόκειτο περὶ πλαστογραφημένων ἐγγράφων.: [659, 316, 859, 463]
cairo-life-section: [454, 164, 859, 2133]
article-paragraph: Παρὰ τὴν εἰδικότητά του νὰ εἶναι ἕνας καλὸς νεκροθάπτης, τῆς Μπάμπ Σαιρίγια μὲ τὴν συνεννόησιν τῆς γυναίκας του, ἐπλαστοποιοῦσε τὰς πράξεις γεννήσεων, ἤτοι, τὰ σχετικὰ πιστοποιητικά.: [454, 316, 654, 397]
cinema-list-left: [1109, 230, 1302, 547]
ad-line: ΕΠΙΣΗΣ: [1119, 2114, 1207, 2133]
cinema-list-right: [1308, 230, 1502, 547]
